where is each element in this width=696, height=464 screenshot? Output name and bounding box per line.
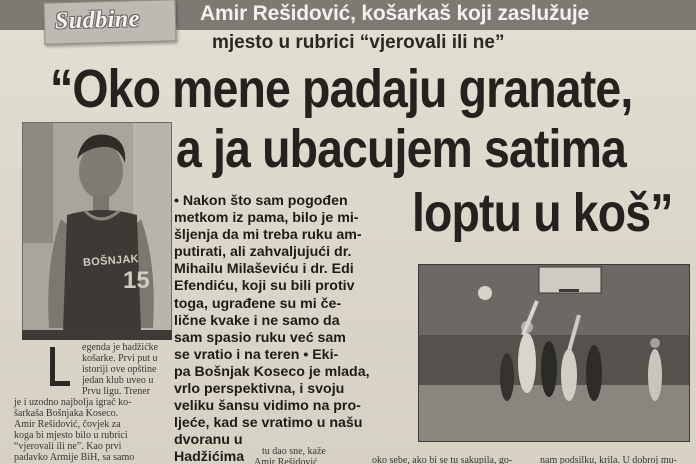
body-line: je i uzodno najbolja igrač ko- — [14, 397, 132, 408]
lead-line: dvoranu u — [174, 432, 243, 449]
lead-line: vrlo perspektivna, i svoju — [174, 381, 345, 398]
jersey-number: 15 — [123, 267, 150, 294]
body-column-top — [82, 342, 174, 386]
body-line: košarke. Prvi put u — [82, 353, 158, 364]
body-line: šarkaša Bošnjaka Koseco. — [14, 408, 119, 419]
body-column-bottom — [14, 386, 174, 463]
body-line: “vjerovali ili ne”. Kao prvi — [14, 441, 122, 452]
lead-line: putirati, ali zahvaljujući dr. — [174, 244, 352, 261]
cut-text: Amir Rešidović — [254, 457, 318, 464]
rubric-badge — [43, 0, 176, 45]
body-line: jedan klub uveo u — [82, 375, 154, 386]
rubric-label: Sudbine — [54, 6, 141, 35]
lead-line: Hadžićima — [174, 449, 245, 464]
photo-caption-strip — [22, 330, 172, 340]
headline-line-2: a ja ubacujem satima — [176, 119, 626, 179]
body-line: Amir Rešidović, čovjek za — [14, 419, 121, 430]
lead-line: se vratio i na teren • Eki- — [174, 346, 339, 363]
lead-line: Mihailu Milaševiću i dr. Edi — [174, 261, 354, 278]
lead-line: pa Bošnjak Koseco je mlada, — [174, 363, 370, 380]
body-line: egenda je hadžićke — [82, 342, 159, 353]
body-line: koga bi mjesto bilo u rubrici — [14, 430, 128, 441]
jersey-text: BOŠNJAK — [82, 253, 140, 269]
cut-text: tu dao sne, kaže — [262, 446, 326, 457]
headline-line-3: loptu u koš” — [412, 183, 673, 243]
lead-line: veliku šansu vidimo na pro- — [174, 398, 361, 415]
lead-line: šljenja da mi treba ruku am- — [174, 227, 362, 244]
kicker-line-1: Amir Rešidović, košarkaš koji zaslužuje — [200, 2, 590, 25]
cut-text: oko sebe, ako bi se tu sakupila, go- — [372, 455, 513, 464]
game-action-illustration — [419, 265, 690, 442]
player-photo-illustration — [23, 123, 172, 332]
body-line: padavko Armije BiH, sa samo — [14, 452, 135, 463]
lead-line: toga, ugrađene su mi če- — [174, 295, 342, 312]
lead-paragraph — [174, 193, 420, 464]
body-line: istoriji ove opštine — [82, 364, 157, 375]
headline-line-1: “Oko mene padaju granate, — [50, 59, 633, 119]
player-photo — [22, 122, 172, 332]
lead-line: Efendiću, koji su bili protiv — [174, 278, 355, 295]
game-action-photo — [418, 264, 690, 442]
cut-text: nam podsilku, krila. U dobroj mu- — [540, 455, 677, 464]
lead-line: • Nakon što sam pogođen — [174, 193, 348, 209]
lead-line: lične kvake i ne samo da — [174, 312, 340, 329]
lead-line: ljeće, kad se vratimo u našu — [174, 415, 363, 432]
lead-line: sam spasio ruku već sam — [174, 329, 346, 346]
lead-line: metkom iz pama, bilo je mi- — [174, 210, 359, 227]
kicker-line-2: mjesto u rubrici “vjerovali ili ne” — [212, 32, 505, 53]
body-line: Prvu ligu. Trener — [82, 386, 151, 397]
